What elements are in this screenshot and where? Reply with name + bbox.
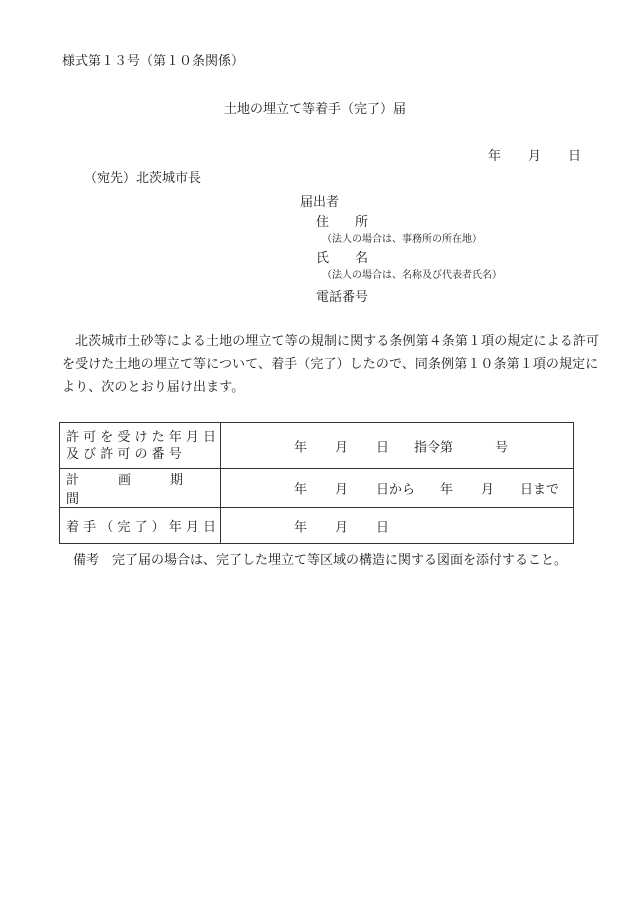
- period-start-month: 月: [335, 482, 349, 498]
- period-end-day: 日まで: [520, 482, 560, 498]
- date-month: 月: [528, 149, 542, 164]
- permit-label-line2: 及 び 許 可 の 番 号: [66, 446, 182, 462]
- name-note: （法人の場合は、名称及び代表者氏名）: [322, 270, 502, 281]
- table-row-start-date: [60, 508, 574, 544]
- permit-day: 日: [376, 440, 390, 455]
- permit-number: 号: [495, 440, 509, 455]
- remark-note: 備考 完了届の場合は、完了した埋立て等区域の構造に関する図面を添付すること。: [73, 553, 568, 568]
- period-end-year: 年: [440, 482, 454, 498]
- address-label: 住 所: [316, 215, 369, 230]
- start-label: 着 手 （ 完 了 ） 年 月 日: [66, 520, 217, 535]
- name-label: 氏 名: [316, 251, 369, 266]
- date-year: 年: [488, 149, 502, 164]
- form-number: 様式第１３号（第１０条関係）: [62, 54, 245, 69]
- start-month: 月: [335, 520, 349, 535]
- permit-value-cell: [221, 423, 574, 469]
- start-value-cell: [221, 508, 574, 544]
- body-paragraph: 北茨城市土砂等による土地の埋立て等の規制に関する条例第４条第１項の規定による許可を受けた土地の埋立て等について、着手（完了）したので、同条例第１０条第１項の規定により、次のとおり届け出ます。: [62, 334, 600, 395]
- table-row-permit: [60, 423, 574, 469]
- permit-year: 年: [294, 440, 308, 455]
- phone-label: 電話番号: [316, 290, 369, 305]
- table-row-period: [60, 469, 574, 508]
- period-start-day: 日から: [376, 482, 416, 498]
- notifier-label: 届出者: [300, 195, 340, 210]
- addressee: （宛先）北茨城市長: [84, 171, 202, 186]
- period-label: 計 画 期 間: [66, 473, 223, 507]
- permit-label-line1: 許 可 を 受 け た 年 月 日: [66, 429, 217, 445]
- info-table: [59, 422, 574, 544]
- permit-month: 月: [335, 440, 349, 455]
- period-label-cell: [60, 469, 221, 508]
- document-title: 土地の埋立て等着手（完了）届: [223, 102, 406, 117]
- permit-label-cell: [60, 423, 221, 469]
- start-day: 日: [376, 520, 390, 535]
- period-value-cell: [221, 469, 574, 508]
- start-year: 年: [294, 520, 308, 535]
- start-label-cell: [60, 508, 221, 544]
- submission-date: [488, 145, 581, 164]
- date-day: 日: [568, 149, 582, 164]
- permit-order: 指令第: [414, 440, 454, 455]
- address-note: （法人の場合は、事務所の所在地）: [322, 234, 482, 245]
- period-end-month: 月: [481, 482, 495, 498]
- period-start-year: 年: [294, 482, 308, 498]
